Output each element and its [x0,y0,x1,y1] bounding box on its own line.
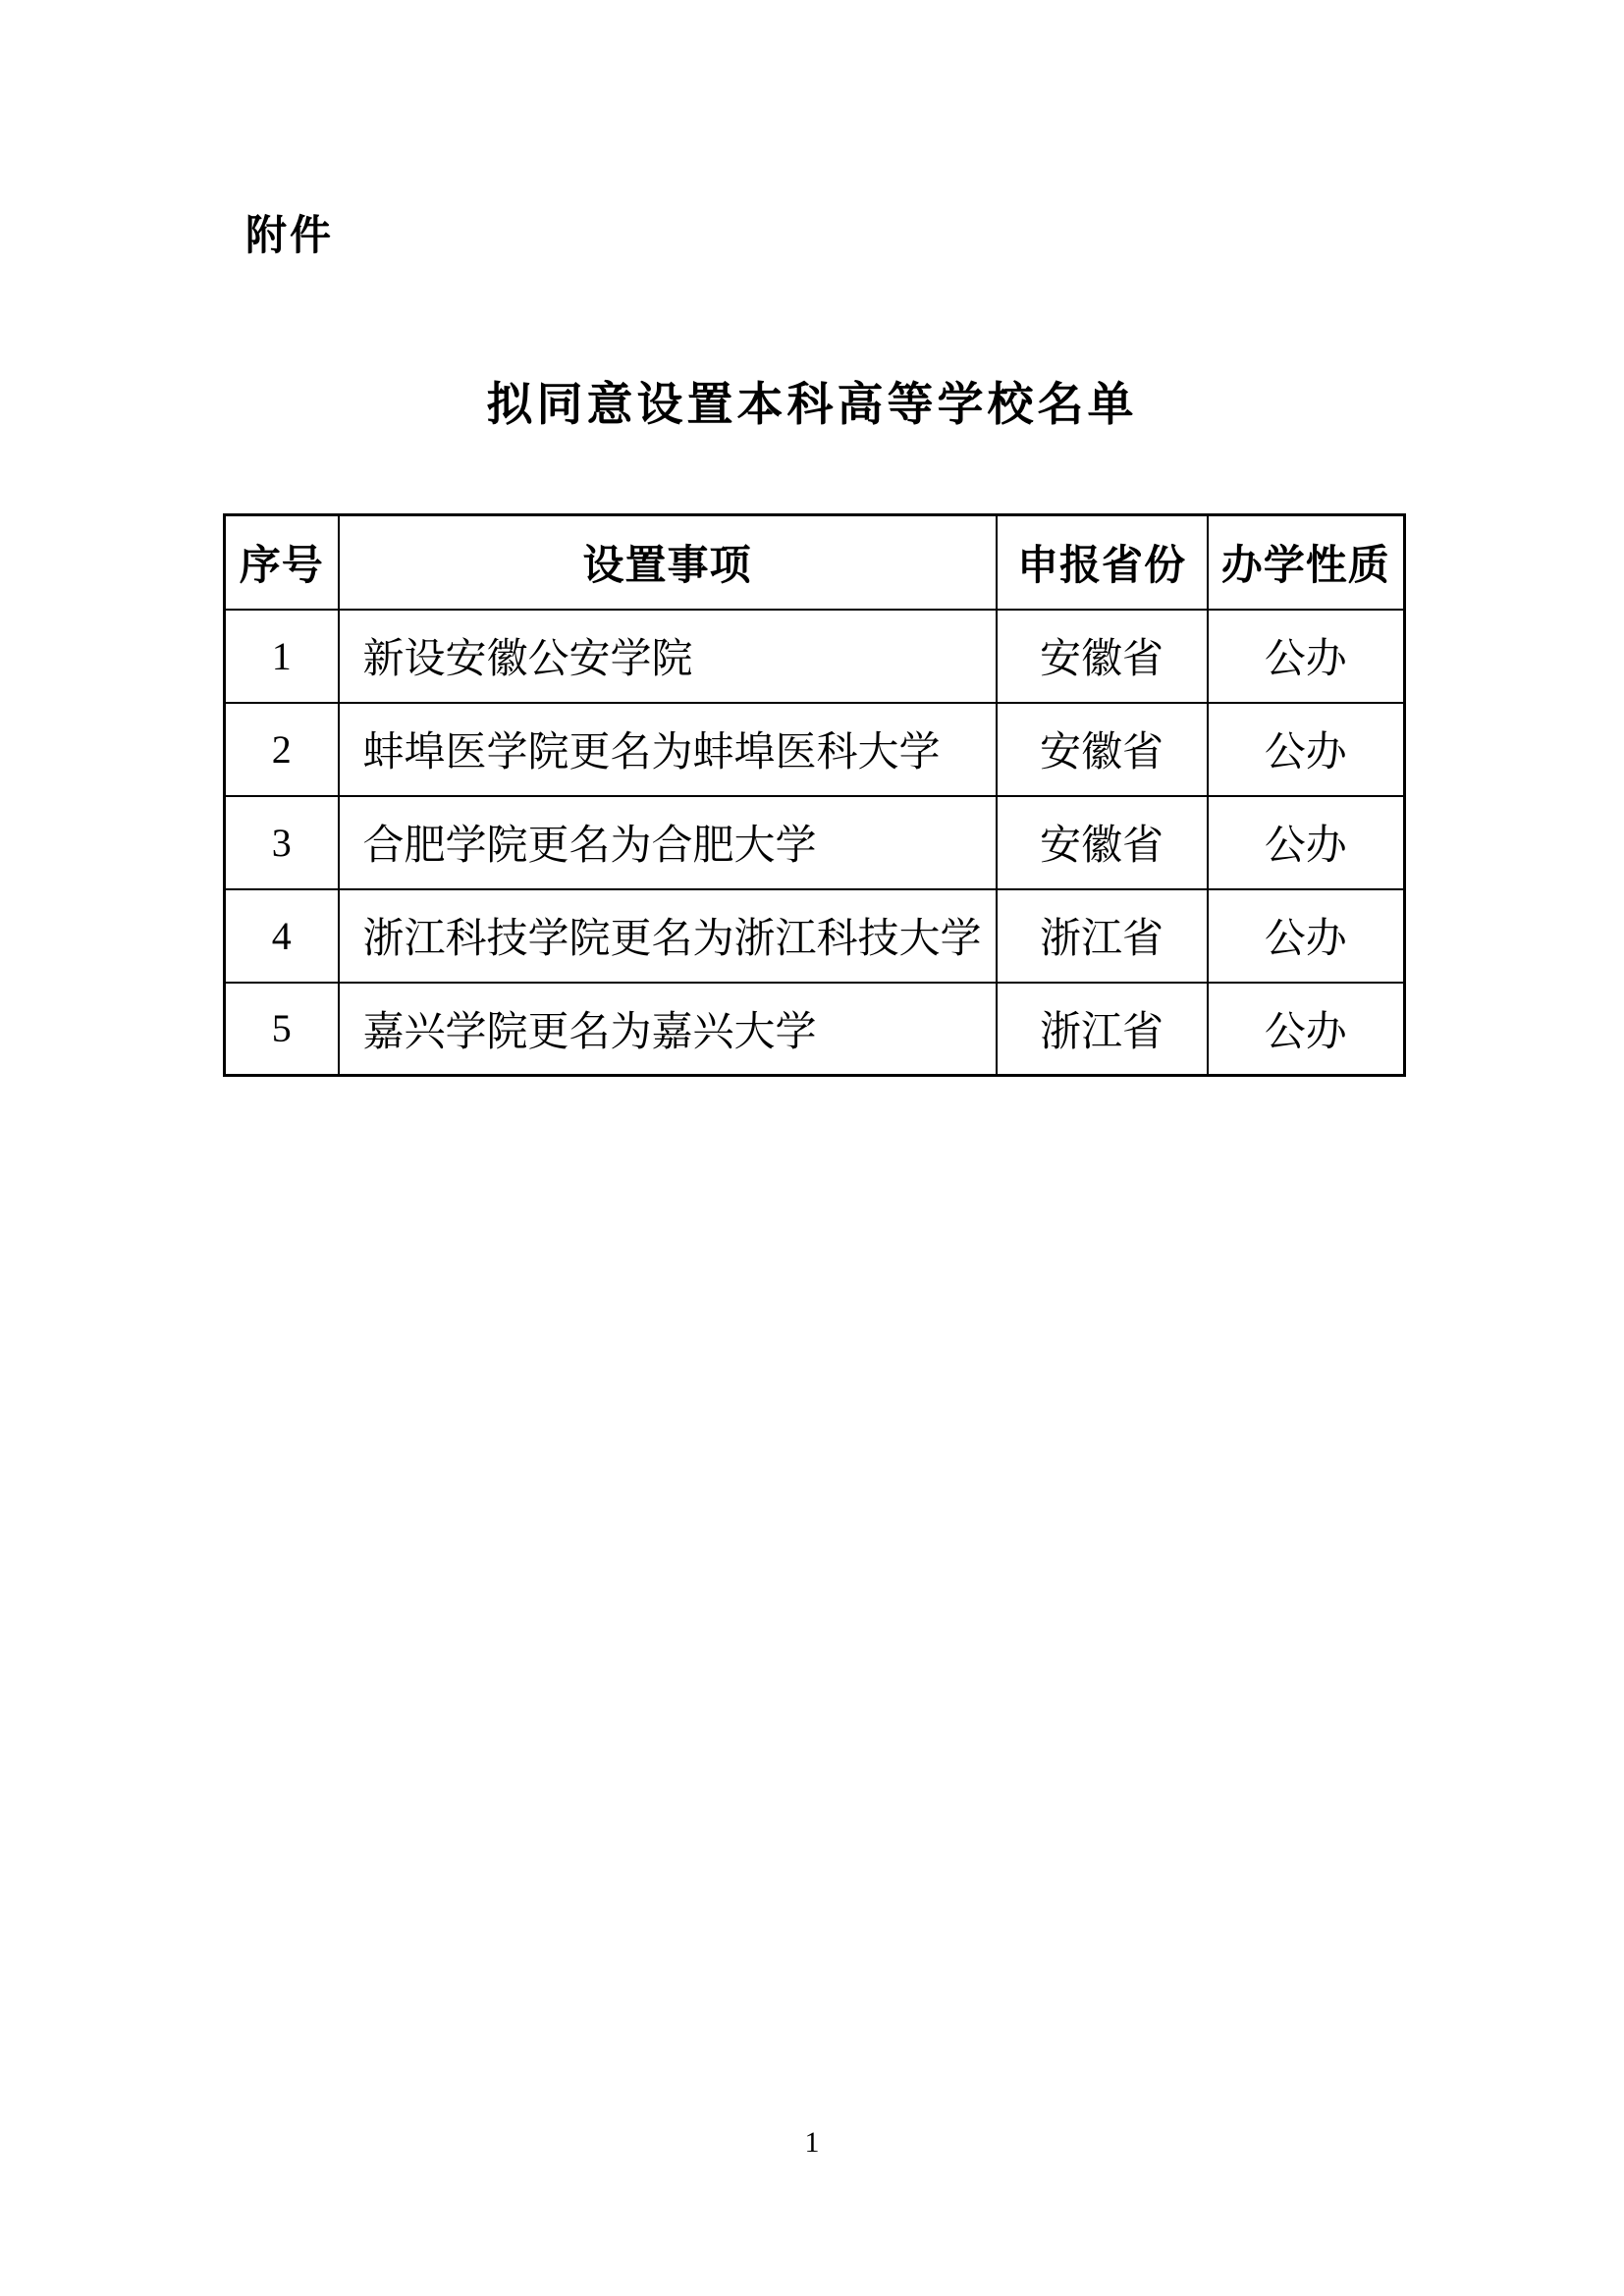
cell-school-type: 公办 [1208,983,1405,1076]
cell-setup-item: 蚌埠医学院更名为蚌埠医科大学 [339,703,997,796]
document-title: 拟同意设置本科高等学校名单 [486,378,1138,430]
header-school-type: 办学性质 [1208,515,1405,610]
cell-school-type: 公办 [1208,703,1405,796]
schools-table-body [225,610,1405,1076]
cell-school-type: 公办 [1208,796,1405,889]
cell-province: 浙江省 [997,983,1208,1076]
cell-setup-item: 浙江科技学院更名为浙江科技大学 [339,889,997,983]
cell-school-type: 公办 [1208,889,1405,983]
cell-serial-number: 2 [225,703,339,796]
header-setup-item: 设置事项 [339,515,997,610]
cell-province: 安徽省 [997,796,1208,889]
cell-serial-number: 5 [225,983,339,1076]
header-province: 申报省份 [997,515,1208,610]
header-serial-number: 序号 [225,515,339,610]
page-number: 1 [804,2126,820,2159]
table-row [225,983,1405,1076]
table-row [225,703,1405,796]
cell-province: 浙江省 [997,889,1208,983]
cell-province: 安徽省 [997,610,1208,703]
cell-serial-number: 3 [225,796,339,889]
cell-serial-number: 1 [225,610,339,703]
table-row [225,610,1405,703]
table-header-row [225,515,1405,610]
cell-serial-number: 4 [225,889,339,983]
schools-table [223,513,1406,1077]
attachment-label: 附件 [245,212,335,258]
cell-setup-item: 合肥学院更名为合肥大学 [339,796,997,889]
cell-setup-item: 新设安徽公安学院 [339,610,997,703]
cell-province: 安徽省 [997,703,1208,796]
cell-setup-item: 嘉兴学院更名为嘉兴大学 [339,983,997,1076]
table-row [225,889,1405,983]
table-row [225,796,1405,889]
cell-school-type: 公办 [1208,610,1405,703]
